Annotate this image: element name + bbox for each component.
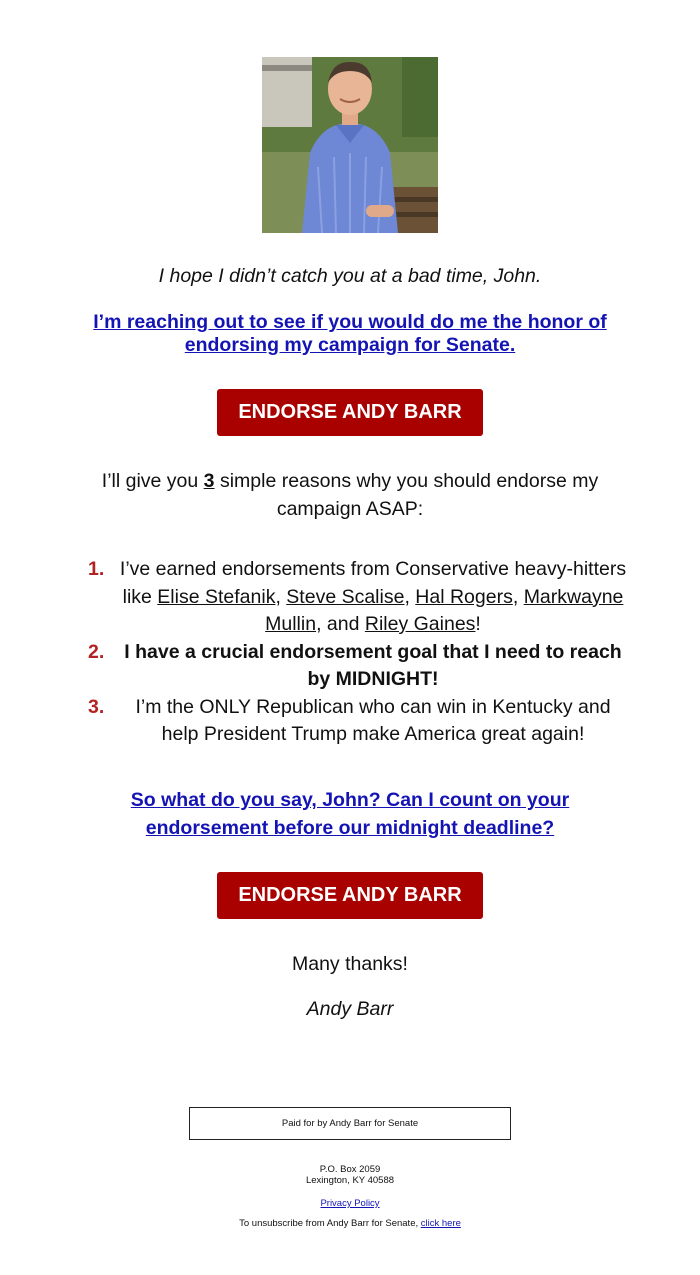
reason-number: 1. — [88, 558, 105, 580]
unsubscribe-link[interactable]: click here — [420, 1218, 461, 1229]
intro-text-before: I’ll give you — [101, 470, 204, 492]
reason-number: 2. — [88, 640, 105, 663]
endorse-button-bottom[interactable]: ENDORSE ANDY BARR — [217, 872, 483, 919]
privacy-policy-row — [0, 1198, 700, 1210]
reasons-intro — [80, 467, 620, 523]
separator: , — [512, 585, 524, 608]
reason-text — [118, 556, 628, 639]
reasons-list — [88, 556, 628, 749]
address-line-1: P.O. Box 2059 — [319, 1164, 381, 1175]
address-line-2: Lexington, KY 40588 — [305, 1175, 395, 1186]
endorser-link-markwayne-mullin[interactable]: Markwayne Mullin — [265, 585, 624, 635]
closing-question-paragraph — [70, 786, 630, 842]
reason-item — [88, 556, 628, 639]
separator: , — [404, 585, 416, 608]
endorser-link-riley-gaines[interactable]: Riley Gaines — [364, 613, 476, 635]
reason-count: 3 — [203, 470, 215, 492]
mailing-address — [0, 1164, 700, 1186]
thanks-text: Many thanks! — [292, 953, 408, 975]
reason-item — [88, 694, 628, 749]
reason-1-text: I’ve earned endorsements from Conservative heavy-hitters like — [119, 558, 627, 608]
greeting-text: I hope I didn’t catch you at a bad time, John. — [158, 265, 542, 287]
endorse-button-top[interactable]: ENDORSE ANDY BARR — [217, 389, 483, 436]
separator: , and — [316, 613, 365, 635]
reason-text: I’m the ONLY Republican who can win in Kentucky and help President Trump make America great again! — [135, 695, 611, 745]
intro-text-after: simple reasons why you should endorse my campaign ASAP: — [214, 470, 599, 520]
paid-for-disclaimer: Paid for by Andy Barr for Senate — [189, 1107, 511, 1140]
privacy-policy-link[interactable]: Privacy Policy — [320, 1198, 380, 1209]
endorse-request-link[interactable]: I’m reaching out to see if you would do me the honor of endorsing my campaign for Senate. — [93, 311, 607, 356]
unsubscribe-row — [0, 1218, 700, 1230]
reason-item — [88, 639, 628, 694]
endorse-request-paragraph — [70, 311, 630, 357]
reason-text: I have a crucial endorsement goal that I need to reach by MIDNIGHT! — [124, 640, 622, 690]
unsubscribe-text: To unsubscribe from Andy Barr for Senate, — [239, 1218, 421, 1229]
candidate-portrait — [262, 57, 438, 233]
closing-question-link[interactable]: So what do you say, John? Can I count on your endorsement before our midnight deadline? — [130, 789, 570, 839]
endorser-link-elise-stefanik[interactable]: Elise Stefanik — [157, 585, 276, 608]
reason-number: 3. — [88, 695, 105, 718]
signature: Andy Barr — [306, 998, 394, 1020]
endorser-link-steve-scalise[interactable]: Steve Scalise — [286, 585, 405, 608]
exclamation: ! — [475, 613, 481, 635]
separator: , — [275, 585, 287, 608]
endorser-link-hal-rogers[interactable]: Hal Rogers — [415, 585, 513, 608]
